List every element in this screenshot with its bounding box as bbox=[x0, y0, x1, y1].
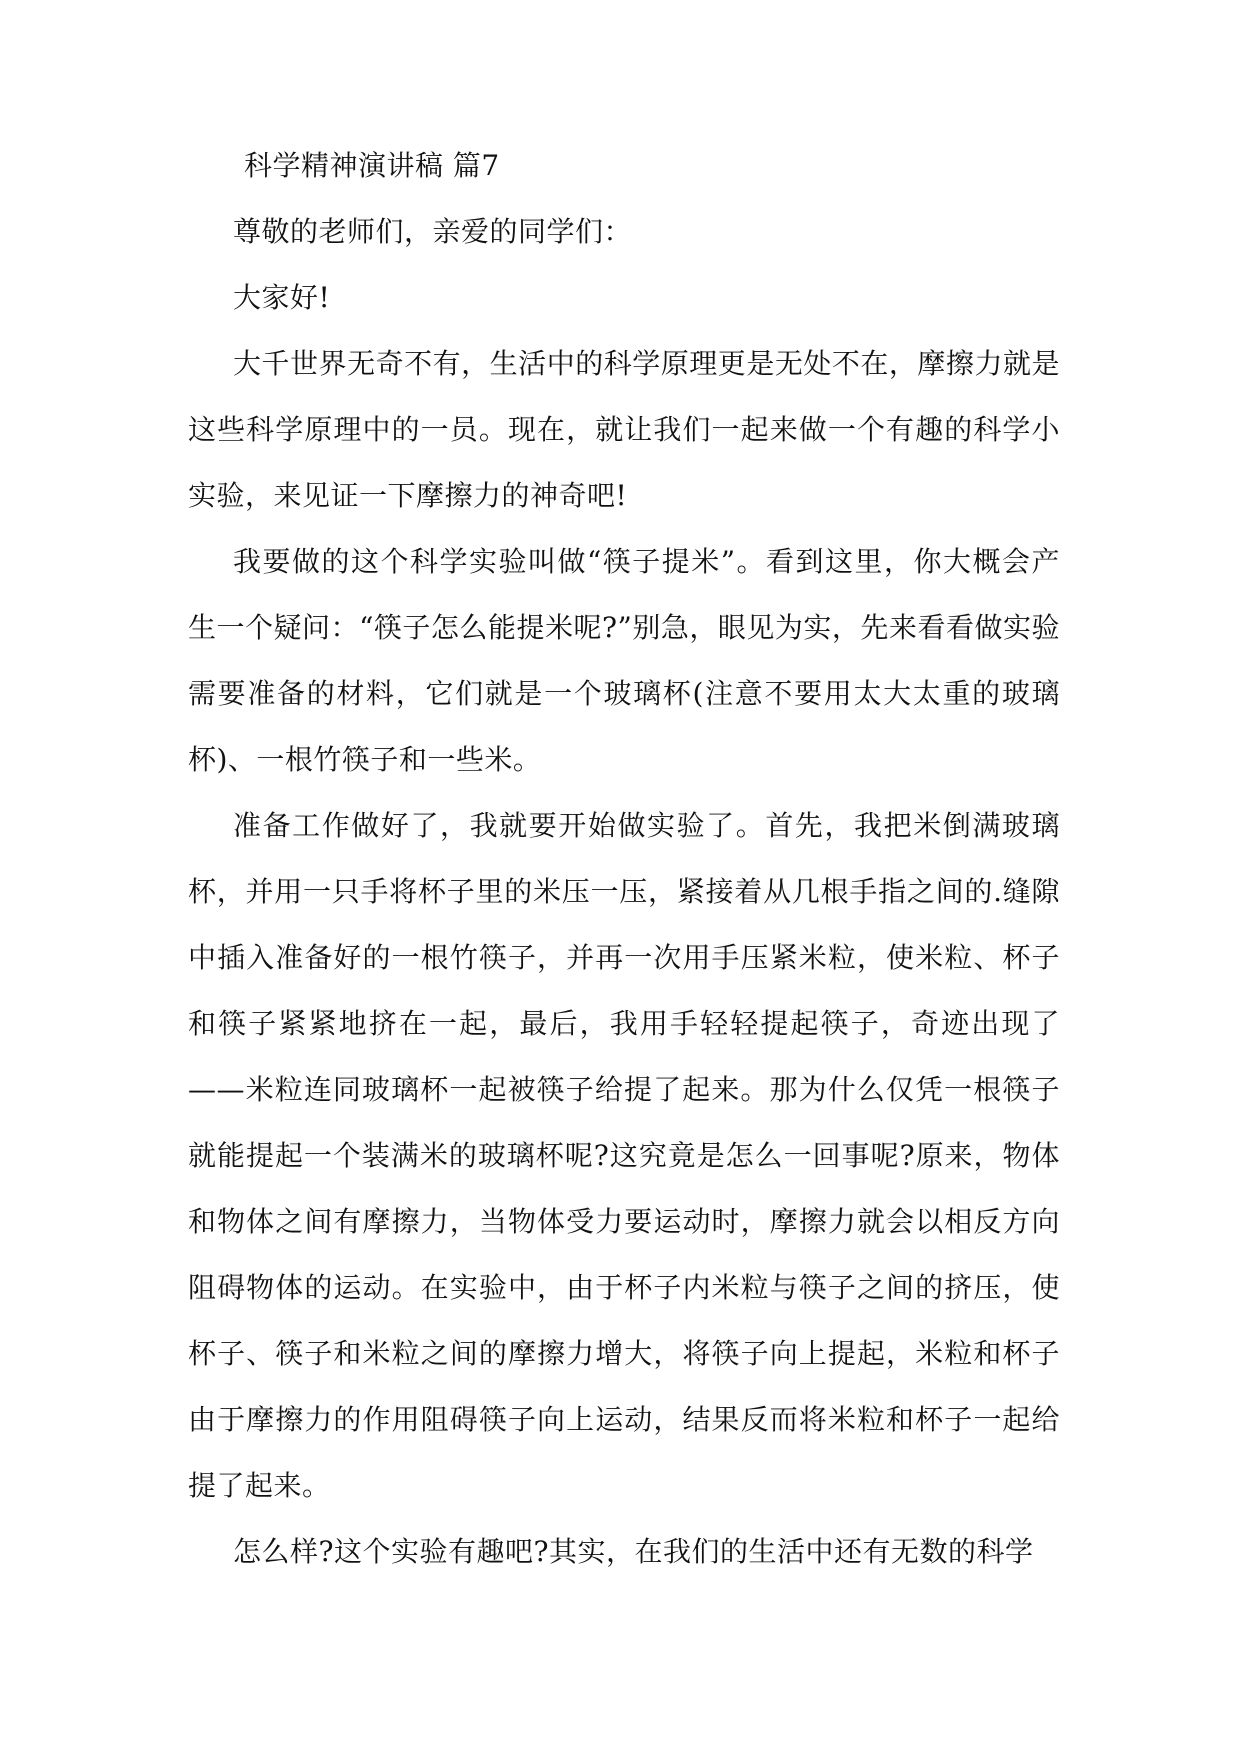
paragraph-closing: 怎么样?这个实验有趣吧?其实，在我们的生活中还有无数的科学 bbox=[233, 1535, 1034, 1568]
document-title: 科学精神演讲稿 篇7 bbox=[244, 149, 500, 182]
paragraph-experiment-name: 我要做的这个科学实验叫做“筷子提米”。看到这里，你大概会产生一个疑问：“筷子怎么能提米呢?”别急，眼见为实，先来看看做实验需要准备的材料，它们就是一个玻璃杯(注意不要用太大太重的玻璃杯)、一根竹筷子和一些米。 bbox=[188, 545, 1060, 776]
document-body bbox=[188, 133, 1060, 1585]
paragraph-experiment-process: 准备工作做好了，我就要开始做实验了。首先，我把米倒满玻璃杯，并用一只手将杯子里的米压一压，紧接着从几根手指之间的.缝隙中插入准备好的一根竹筷子，并再一次用手压紧米粒，使米粒、杯子和筷子紧紧地挤在一起，最后，我用手轻轻提起筷子，奇迹出现了——米粒连同玻璃杯一起被筷子给提了起来。那为什么仅凭一根筷子就能提起一个装满米的玻璃杯呢?这究竟是怎么一回事呢?原来，物体和物体之间有摩擦力，当物体受力要运动时，摩擦力就会以相反方向阻碍物体的运动。在实验中，由于杯子内米粒与筷子之间的挤压，使杯子、筷子和米粒之间的摩擦力增大，将筷子向上提起，米粒和杯子由于摩擦力的作用阻碍筷子向上运动，结果反而将米粒和杯子一起给提了起来。 bbox=[188, 809, 1060, 1502]
paragraph-salutation: 尊敬的老师们，亲爱的同学们： bbox=[233, 215, 633, 248]
paragraph-greeting: 大家好! bbox=[233, 281, 331, 314]
paragraph-intro: 大千世界无奇不有，生活中的科学原理更是无处不在，摩擦力就是这些科学原理中的一员。现在，就让我们一起来做一个有趣的科学小实验，来见证一下摩擦力的神奇吧! bbox=[188, 347, 1060, 512]
